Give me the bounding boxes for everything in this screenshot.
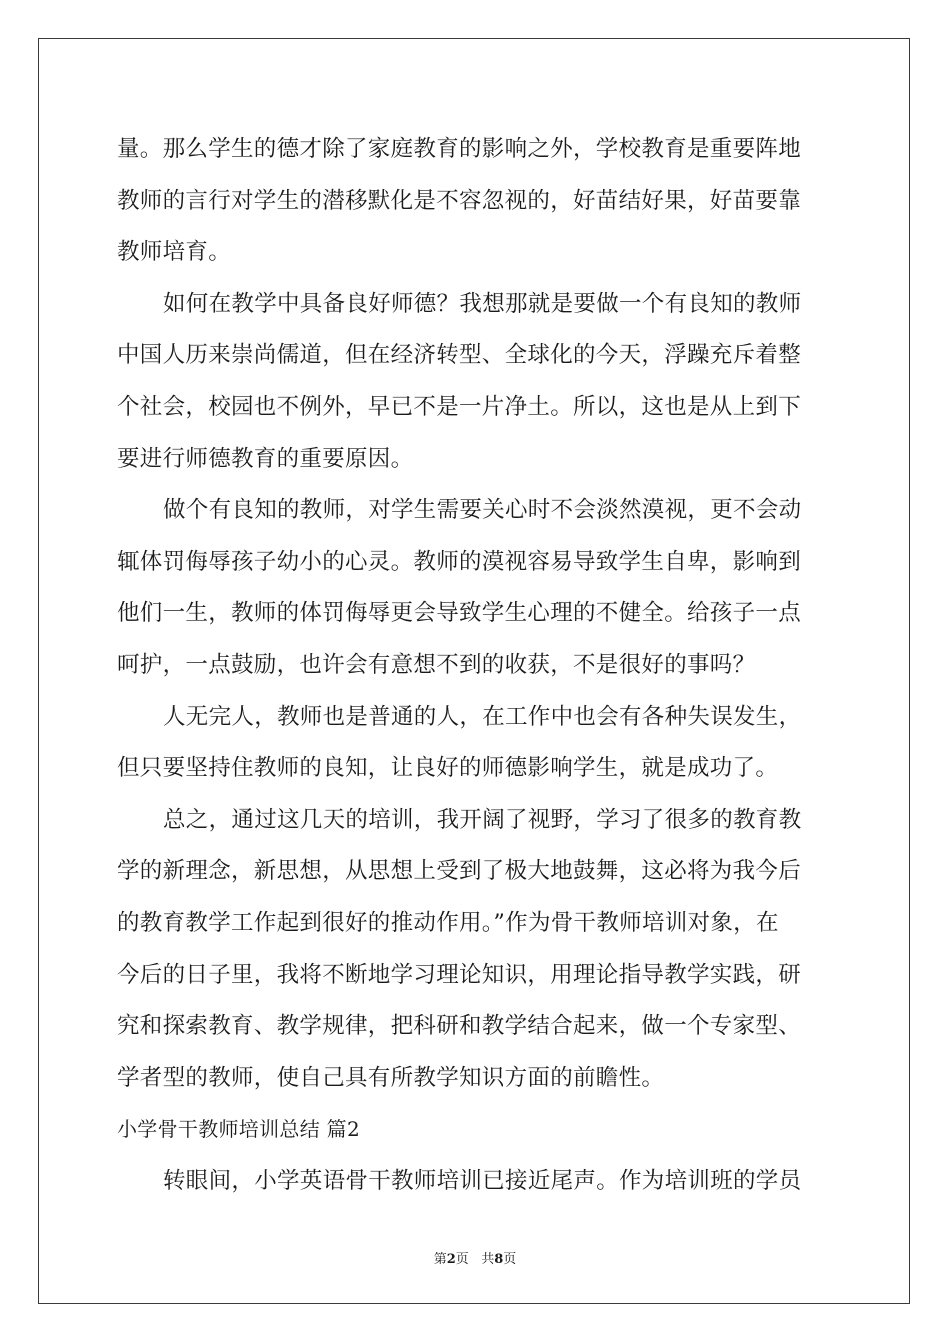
page-footer (0, 1248, 950, 1267)
text-line: 教师的言行对学生的潜移默化是不容忽视的，好苗结好果，好苗要靠 (117, 187, 802, 214)
text-line: 要进行师德教育的重要原因。 (117, 445, 414, 472)
text-line: 学者型的教师，使自己具有所教学知识方面的前瞻性。 (117, 1064, 665, 1091)
text-line: 今后的日子里，我将不断地学习理论知识，用理论指导教学实践，研 (117, 961, 802, 988)
footer-prefix: 第 (433, 1252, 447, 1267)
text-line: 但只要坚持住教师的良知，让良好的师德影响学生，就是成功了。 (117, 755, 779, 782)
current-page-number: 2 (446, 1252, 456, 1267)
footer-total-prefix: 共 (481, 1252, 495, 1267)
text-line: 学的新理念，新思想，从思想上受到了极大地鼓舞，这必将为我今后 (117, 858, 802, 885)
text-line: 个社会，校园也不例外，早已不是一片净土。所以，这也是从上到下 (117, 393, 802, 420)
text-line: 呵护，一点鼓励，也许会有意想不到的收获，不是很好的事吗？ (117, 651, 756, 678)
document-body (117, 124, 837, 1207)
footer-page-suffix: 页 (455, 1252, 469, 1267)
total-page-count: 8 (494, 1252, 504, 1267)
text-line: 中国人历来崇尚儒道，但在经济转型、全球化的今天，浮躁充斥着整 (117, 342, 802, 369)
paragraph-start-line: 人无完人，教师也是普通的人，在工作中也会有各种失误发生， (163, 703, 802, 730)
text-line: 他们一生，教师的体罚侮辱更会导致学生心理的不健全。给孩子一点 (117, 600, 802, 627)
section-heading: 小学骨干教师培训总结 篇2 (117, 1117, 360, 1142)
paragraph-start-line: 转眼间，小学英语骨干教师培训已接近尾声。作为培训班的学员 (163, 1167, 802, 1194)
text-line: 辄体罚侮辱孩子幼小的心灵。教师的漠视容易导致学生自卑，影响到 (117, 548, 802, 575)
paragraph-start-line: 总之，通过这几天的培训，我开阔了视野，学习了很多的教育教 (163, 806, 802, 833)
text-line: 究和探索教育、教学规律，把科研和教学结合起来，做一个专家型、 (117, 1013, 802, 1040)
text-line: 教师培育。 (117, 239, 232, 266)
text-line: 量。那么学生的德才除了家庭教育的影响之外，学校教育是重要阵地 (117, 136, 802, 162)
footer-total-suffix: 页 (503, 1252, 517, 1267)
text-line: 的教育教学工作起到很好的推动作用。”作为骨干教师培训对象，在 (117, 909, 779, 936)
paragraph-start-line: 如何在教学中具备良好师德？我想那就是要做一个有良知的教师 (163, 290, 802, 317)
paragraph-start-line: 做个有良知的教师，对学生需要关心时不会淡然漠视，更不会动 (163, 497, 802, 524)
